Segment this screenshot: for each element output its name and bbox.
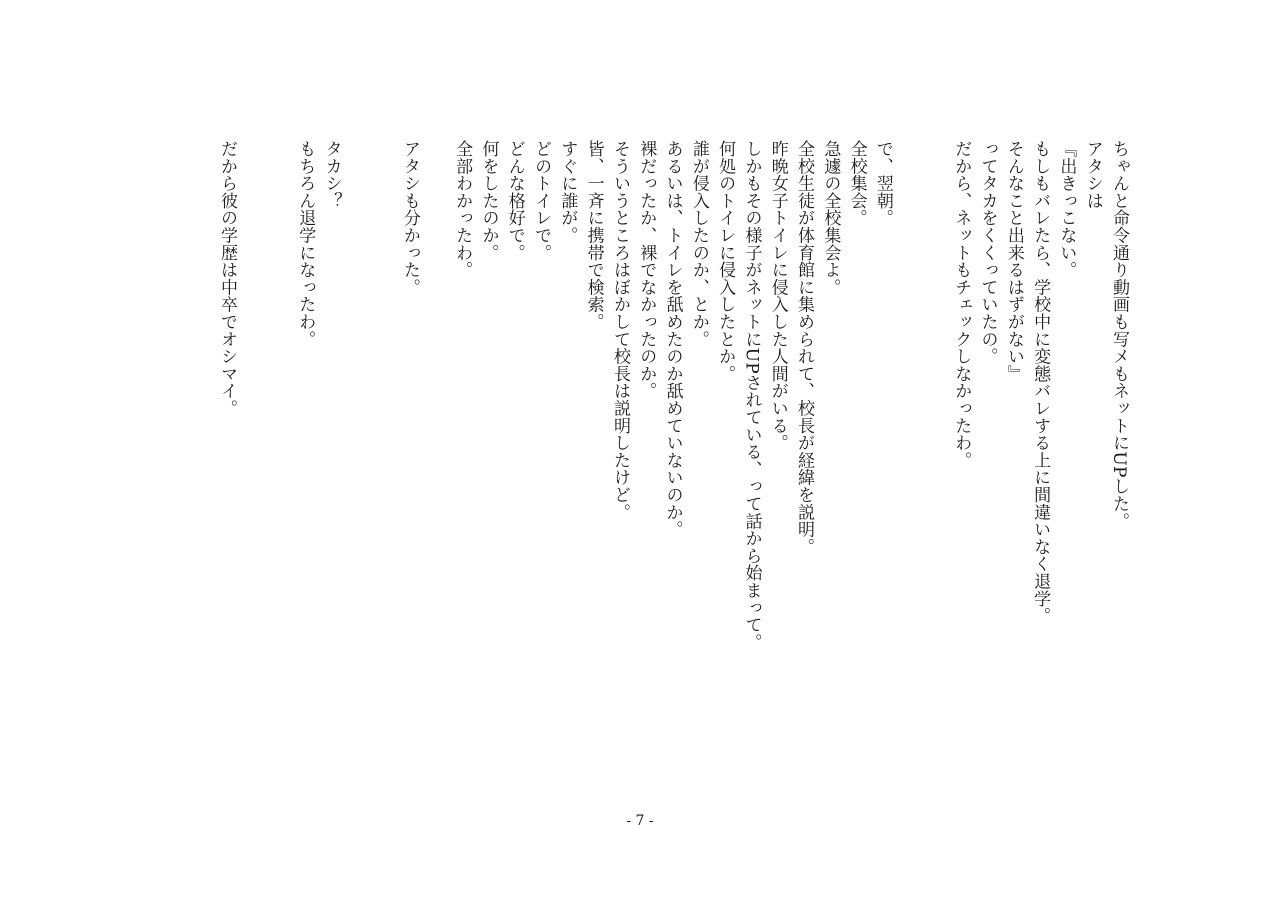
text-line: 『出きっこない。 (1056, 140, 1077, 279)
text-line: すぐに誰が。 (557, 140, 578, 244)
text-line: 何をしたのか。 (478, 140, 499, 262)
text-line: そういうところはぼかして校長は説明したけど。 (609, 140, 630, 521)
text-line: そんなこと出来るはずがない』 (1003, 140, 1024, 383)
text-line: 全校集会。 (846, 140, 867, 227)
text-line: 裸だったか、裸でなかったのか。 (636, 140, 657, 400)
text-line: しかもその様子がネットにUPされている、って話から始まって。 (741, 140, 762, 651)
text-line: もしもバレたら、学校中に変態バレする上に間違いなく退学。 (1030, 140, 1051, 625)
text-line: どんな格好で。 (504, 140, 525, 262)
text-line: で、翌朝。 (872, 140, 893, 227)
text-line: アタシは (1082, 140, 1103, 210)
text-line: どのトイレで。 (531, 140, 552, 262)
blank-line (423, 140, 449, 790)
blank-line (371, 140, 397, 790)
blank-line (922, 140, 948, 790)
text-line: 全部わかったわ。 (452, 140, 473, 279)
text-line: だから、ネットもチェックしなかったわ。 (951, 140, 972, 469)
text-line: 全校生徒が体育館に集められて、校長が経緯を説明。 (794, 140, 815, 556)
text-line: あるいは、トイレを舐めたのか舐めていないのか。 (662, 140, 683, 538)
text-line: だから彼の学歴は中卒でオシマイ。 (216, 140, 237, 417)
text-line: 何処のトイレに侵入したとか。 (715, 140, 736, 383)
blank-line (345, 140, 371, 790)
text-line: 昨晩女子トイレに侵入した人間がいる。 (767, 140, 788, 452)
blank-line (896, 140, 922, 790)
text-line: もちろん退学になったわ。 (295, 140, 316, 348)
blank-line (266, 140, 292, 790)
text-line: ちゃんと命令通り動画も写メもネットにUPした。 (1109, 140, 1129, 530)
vertical-text-body (214, 140, 1132, 790)
page-number: - 7 - (626, 813, 654, 829)
text-line: 皆、一斉に携帯で検索。 (583, 140, 604, 331)
text-line: 急遽の全校集会よ。 (820, 140, 841, 296)
text-line: ってタカをくくっていたの。 (977, 140, 998, 365)
text-line: 誰が侵入したのか、とか。 (688, 140, 709, 348)
text-line: アタシも分かった。 (399, 140, 420, 296)
blank-line (240, 140, 266, 790)
text-line: タカシ？ (321, 140, 342, 210)
